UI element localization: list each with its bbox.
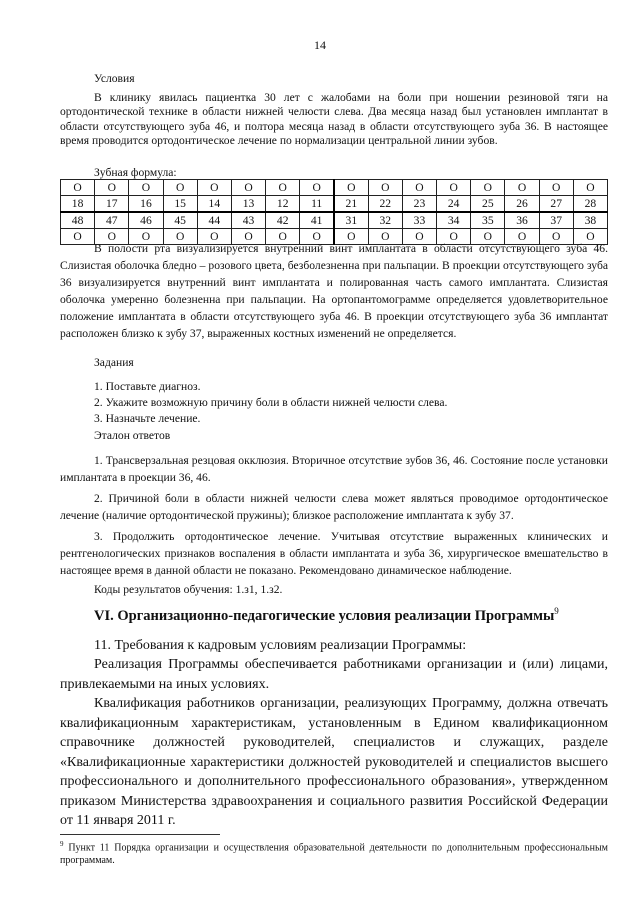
dental-formula-cell: O (231, 229, 265, 245)
dental-formula-cell: 21 (334, 196, 368, 213)
dental-formula-cell: O (334, 180, 368, 196)
dental-formula-cell: 44 (197, 212, 231, 229)
dental-formula-cell: O (539, 180, 573, 196)
dental-formula-label: Зубная формула: (94, 166, 177, 179)
dental-formula-cell: 16 (129, 196, 163, 213)
dental-formula-cell: 12 (266, 196, 300, 213)
answers-label: Эталон ответов (94, 429, 171, 442)
dental-formula-cell: 37 (539, 212, 573, 229)
dental-formula-row (61, 212, 608, 229)
dental-formula-table (60, 179, 608, 245)
exam-section (60, 240, 608, 342)
exam-text: В полости рта визуализируется внутренний винт имплантата в области отсутствующего зуба 46. Слизистая оболочка бледно – розового цвета, безболезненна при пальпации. В проекции отсутствующего зуба 36 визуализируется внутренний винт имплантата и полированная часть самого имплантата. Слизистая оболочка умеренно болезненна при пальпации. На ортопантомограмме определяется удовлетворительное положение имплантата в области отсутствующего зуба 46. В проекции отсутствующего зуба 36 имплантат расположен близко к зубу 37, выраженных костных изменений не определяется. (60, 242, 608, 340)
dental-formula-cell: O (129, 229, 163, 245)
dental-formula-cell: O (266, 180, 300, 196)
answer-item: 1. Трансверзальная резцовая окклюзия. Вторичное отсутствие зубов 36, 46. Состояние после установки имплантата в проекции 36, 46. (60, 453, 608, 484)
dental-formula-cell: 17 (95, 196, 129, 213)
conditions-section (60, 72, 608, 149)
conditions-label: Условия (94, 72, 135, 85)
dental-formula-cell: O (266, 229, 300, 245)
dental-formula-cell: 31 (334, 212, 368, 229)
dental-formula-cell: O (539, 229, 573, 245)
footnote-divider (60, 834, 220, 835)
dental-formula-cell: 36 (505, 212, 539, 229)
section-heading: VI. Организационно-педагогические условия реализации Программы (94, 607, 555, 624)
dental-formula-cell: O (437, 229, 471, 245)
dental-formula-cell: O (505, 180, 539, 196)
dental-formula-cell: 46 (129, 212, 163, 229)
dental-formula-cell: O (334, 229, 368, 245)
dental-formula-cell: O (231, 180, 265, 196)
dental-formula-cell: O (437, 180, 471, 196)
tasks-label: Задания (94, 356, 134, 369)
footnote-text: Пункт 11 Порядка организации и осуществления образовательной деятельности по дополнительным профессиональным программам. (60, 842, 608, 867)
page-number: 14 (314, 38, 326, 52)
dental-formula-cell: 43 (231, 212, 265, 229)
dental-formula-cell: 27 (539, 196, 573, 213)
dental-formula-cell: 33 (402, 212, 436, 229)
dental-formula-cell: 14 (197, 196, 231, 213)
dental-formula-cell: O (368, 229, 402, 245)
requirements-heading: 11. Требования к кадровым условиям реализации Программы: (94, 638, 467, 653)
dental-formula-cell: 18 (61, 196, 95, 213)
requirements-section (60, 637, 608, 831)
answer-item: 3. Продолжить ортодонтическое лечение. Учитывая отсутствие выраженных клинических и рентгенологических признаков воспаления в области имплантата и зуба 36, хирургическое вмешательство в настоящее время в данной области не показано. Рекомендовано динамическое наблюдение. (60, 529, 608, 577)
footnote-reference: 9 (554, 606, 559, 616)
dental-formula-cell: 47 (95, 212, 129, 229)
dental-formula-cell: O (197, 180, 231, 196)
answers-section (60, 429, 608, 597)
dental-formula-cell: 13 (231, 196, 265, 213)
dental-formula-cell: O (402, 180, 436, 196)
dental-formula-cell: O (573, 229, 607, 245)
dental-formula-cell: 23 (402, 196, 436, 213)
dental-formula-cell: 42 (266, 212, 300, 229)
answer-item: 2. Причиной боли в области нижней челюсти слева может являться проводимое ортодонтическое лечение (наличие ортодонтической пружины); близкое расположение имплантата к зубу 37. (60, 491, 608, 522)
dental-formula-cell: 35 (471, 212, 505, 229)
requirements-paragraph-1: Реализация Программы обеспечивается работниками организации и (или) лицами, привлекаемыми на иных условиях. (60, 657, 608, 692)
dental-formula (60, 167, 608, 245)
tasks-section (60, 356, 608, 427)
dental-formula-cell: 38 (573, 212, 607, 229)
task-item: 2. Укажите возможную причину боли в области нижней челюсти слева. (94, 395, 448, 409)
dental-formula-cell: O (61, 180, 95, 196)
footnote (60, 838, 608, 867)
dental-formula-cell: 25 (471, 196, 505, 213)
dental-formula-cell: O (573, 180, 607, 196)
dental-formula-cell: O (95, 180, 129, 196)
dental-formula-cell: O (129, 180, 163, 196)
dental-formula-cell: O (471, 229, 505, 245)
dental-formula-cell: O (300, 180, 334, 196)
dental-formula-cell: O (402, 229, 436, 245)
dental-formula-cell: 45 (163, 212, 197, 229)
dental-formula-cell: O (163, 229, 197, 245)
learning-codes: Коды результатов обучения: 1.з1, 1.з2. (94, 582, 283, 596)
dental-formula-cell: O (163, 180, 197, 196)
dental-formula-cell: 48 (61, 212, 95, 229)
task-item: 1. Поставьте диагноз. (94, 379, 201, 393)
dental-formula-cell: O (505, 229, 539, 245)
dental-formula-cell: 24 (437, 196, 471, 213)
requirements-paragraph-2: Квалификация работников организации, реализующих Программу, должна отвечать квалификационным характеристикам, установленным в Едином квалификационном справочнике должностей руководителей, специалистов и служащих, разделе «Квалификационные характеристики должностей руководителей и специалистов высшего профессионального и дополнительного профессионального образования», утвержденном приказом Министерства здравоохранения и социального развития Российской Федерации от 11 января 2011 г. (60, 696, 608, 828)
dental-formula-cell: O (300, 229, 334, 245)
task-item: 3. Назначьте лечение. (94, 411, 201, 425)
dental-formula-cell: 41 (300, 212, 334, 229)
dental-formula-cell: 32 (368, 212, 402, 229)
dental-formula-cell: 34 (437, 212, 471, 229)
conditions-text: В клинику явилась пациентка 30 лет с жалобами на боли при ношении резиновой тяги на ортодонтической технике в области нижней челюсти слева. Два месяца назад был установлен имплантат в области отсутствующего зуба 46, и полтора месяца назад в области отсутствующего зуба 36. В настоящее время проводится ортодонтическое лечение по нормализации центральной линии зубов. (60, 90, 608, 148)
dental-formula-row (61, 196, 608, 213)
dental-formula-cell: 11 (300, 196, 334, 213)
dental-formula-row (61, 180, 608, 196)
dental-formula-cell: 22 (368, 196, 402, 213)
section-heading-block (60, 606, 608, 625)
dental-formula-cell: O (368, 180, 402, 196)
dental-formula-cell: 26 (505, 196, 539, 213)
dental-formula-cell: O (61, 229, 95, 245)
dental-formula-cell: O (471, 180, 505, 196)
dental-formula-cell: 15 (163, 196, 197, 213)
dental-formula-cell: O (197, 229, 231, 245)
dental-formula-cell: 28 (573, 196, 607, 213)
dental-formula-cell: O (95, 229, 129, 245)
footnote-mark: 9 (60, 840, 64, 848)
